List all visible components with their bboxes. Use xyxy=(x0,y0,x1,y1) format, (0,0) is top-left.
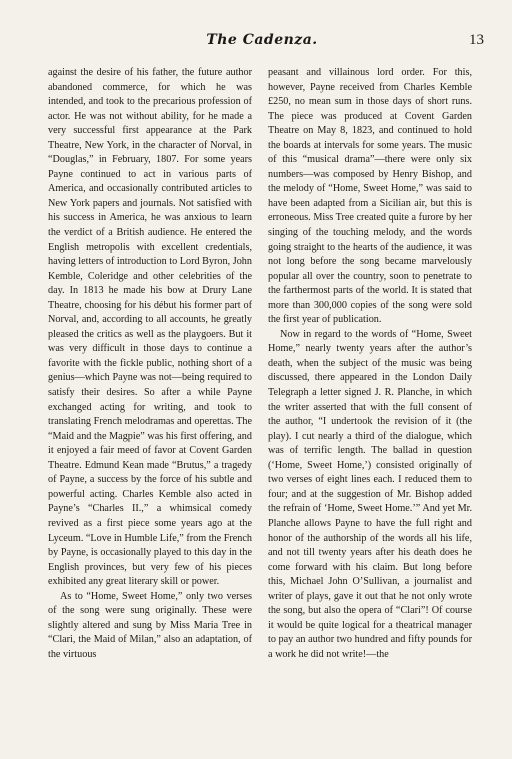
paragraph: peasant and villainous lord order. For this, however, Payne received from Charles Kemble £250, no mean sum in those days of short runs. The piece was produced at Covent Garden Theatre on May 8, 1823, and continued to hold the boards at intervals for some years. The music of this “musical drama”—there were only six numbers—was composed by Henry Bishop, and the melody of “Home, Sweet Home,” was said to have been adapted from a Sicilian air, but this is erroneous. Miss Tree created quite a furore by her singing of the touching melody, and the words going straight to the hearts of the audience, it was not long before the song became marvelously popular all over the country, soon to penetrate to the farthermost parts of the world. It is stated that more than 300,000 copies of the song were sold the first year of publication. xyxy=(268,67,472,326)
journal-title: The Cadenza. xyxy=(206,32,318,48)
right-column xyxy=(268,66,472,662)
paragraph: As to “Home, Sweet Home,” only two verses of the song were sung originally. These were slightly altered and sung by Miss Maria Tree in “Clari, the Maid of Milan,” also an adaptation, of the virtuous xyxy=(48,590,252,660)
paragraph: against the desire of his father, the future author abandoned commerce, for which he was intended, and took to the precarious profession of actor. He was not without ability, for he made a very successful first appearance at the Park Theatre, New York, in the character of Norval, in “Douglas,” in February, 1807. For some years Payne continued to act in various parts of America, and occasionally contributed articles to New York papers and journals. Not satisfied with his success in America, he was anxious to learn the verdict of a British audience. He entered the English metropolis with excellent credentials, having letters of introduction to Lord Byron, John Kemble, Coleridge and other celebrities of the day. In 1813 he made his bow at Drury Lane Theatre, choosing for his début his former part of Norval, and, according to all accounts, he greatly pleased the critics as well as the playgoers. But it was very difficult in those days to continue a favorite with the fickle public, nothing short of a genius—which Payne was not—being required to satisfy their desires. So after a while Payne exchanged acting for writing, and took to translating French melodramas and operettas. The “Maid and the Magpie” was his first offering, and it enjoyed a fair meed of favor at Covent Garden Theatre. Edmund Kean made “Brutus,” a tragedy of Payne, a success by the force of his subtle and powerful acting. Charles Kemble also acted in Payne’s “Charles II.,” a whimsical comedy revived as a first piece some years ago at the Lyceum. “Love in Humble Life,” from the French by Payne, is occasionally played to this day in the English provinces, but very few of his pieces exhibited any great literary skill or power. xyxy=(48,67,252,588)
left-column xyxy=(48,66,252,662)
paragraph: Now in regard to the words of “Home, Sweet Home,” nearly twenty years after the author’s death, when the subject of the music was being discussed, there appeared in the London Daily Telegraph a letter signed J. R. Planche, in which the writer asserted that with the full consent of the author, “I undertook the revision of it (the play). I cut nearly a third of the dialogue, which was of terrific length. The ballad in question (‘Home, Sweet Home,’) consisted originally of two verses of eight lines each. I reduced them to four; and at the suggestion of Mr. Bishop added the refrain of ‘Home, Sweet Home.’” And yet Mr. Planche allows Payne to have the full right and honor of the authorship of the words all his life, and not till twenty years after his death does he come forward with his claim. But long before this, Michael John O’Sullivan, a journalist and writer of plays, gave it out that he not only wrote the song, but also the opera of “Clari”! Of course it would be quite logical for a theatrical manager to pay an author two hundred and fifty pounds for a work he did not write!—the xyxy=(268,328,472,660)
article-body xyxy=(48,66,472,746)
running-header xyxy=(40,32,484,54)
page-number: 13 xyxy=(469,32,484,48)
